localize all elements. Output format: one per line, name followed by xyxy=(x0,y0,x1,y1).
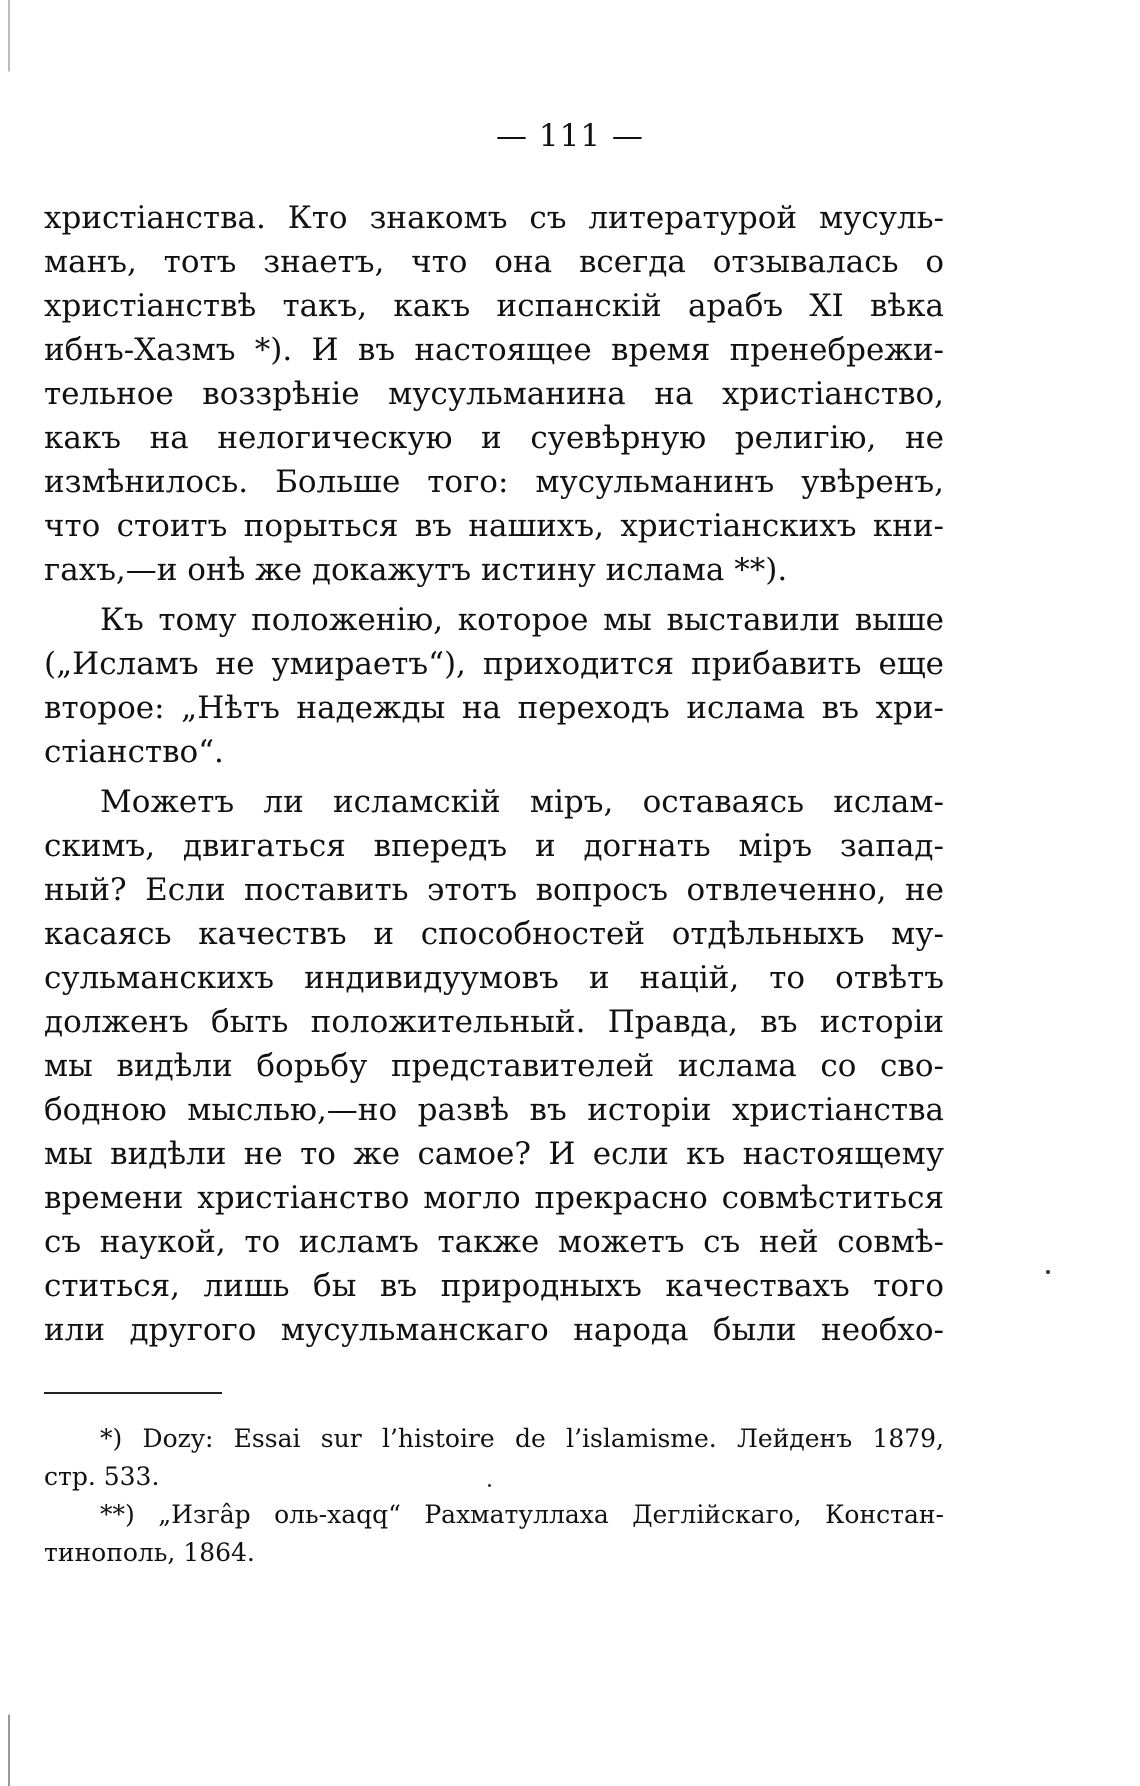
text-line: касаясь качествъ и способностей отдѣльныхъ му- xyxy=(44,916,944,952)
text-line: Можетъ ли исламскій міръ, оставаясь ислам- xyxy=(100,784,944,820)
footnote-line: *) Dozy: Essai sur l’histoire de l’islamisme. Лейденъ 1879, xyxy=(100,1424,944,1453)
text-line: долженъ быть положительный. Правда, въ исторіи xyxy=(44,1004,944,1040)
text-line: мы видѣли борьбу представителей ислама со сво- xyxy=(44,1048,944,1084)
text-line: („Исламъ не умираетъ“), приходится прибавить еще xyxy=(44,646,944,682)
scan-speck xyxy=(1046,1270,1050,1274)
text-line: ный? Если поставить этотъ вопросъ отвлеченно, не xyxy=(44,872,944,908)
footnote-line: стр. 533. xyxy=(44,1462,160,1491)
page-number: — 111 — xyxy=(496,118,644,154)
footnote-divider xyxy=(44,1392,222,1394)
text-line: христіанствѣ такъ, какъ испанскій арабъ XI вѣка xyxy=(44,288,944,324)
footnotes xyxy=(44,1420,944,1572)
body-text xyxy=(44,196,944,1352)
text-line: манъ, тотъ знаетъ, что она всегда отзывалась о xyxy=(44,244,944,280)
text-line: ибнъ-Хазмъ *). И въ настоящее время пренебрежи- xyxy=(44,332,944,368)
text-line: бодною мыслью,—но развѣ въ исторіи христіанства xyxy=(44,1092,944,1128)
page-left-edge xyxy=(8,0,10,1786)
text-line: измѣнилось. Больше того: мусульманинъ увѣренъ, xyxy=(44,464,944,500)
text-line: второе: „Нѣтъ надежды на переходъ ислама въ хри- xyxy=(44,690,944,726)
footnote-line: **) „Изгâр оль-хаqq“ Рахматуллаха Деглійскаго, Констан- xyxy=(100,1500,944,1529)
text-line: тельное воззрѣніе мусульманина на христіанство, xyxy=(44,376,944,412)
text-line: стіанство“. xyxy=(44,734,224,770)
text-line: или другого мусульманскаго народа были необхо- xyxy=(44,1312,944,1348)
text-line: сульманскихъ индивидуумовъ и націй, то отвѣтъ xyxy=(44,960,944,996)
text-line: мы видѣли не то же самое? И если къ настоящему xyxy=(44,1136,944,1172)
text-line: христіанства. Кто знакомъ съ литературой мусуль- xyxy=(44,200,944,236)
scan-speck xyxy=(488,1484,491,1487)
text-line: скимъ, двигаться впередъ и догнать міръ запад- xyxy=(44,828,944,864)
footnote-line: тинополь, 1864. xyxy=(44,1538,255,1567)
text-line: что стоитъ порыться въ нашихъ, христіанскихъ кни- xyxy=(44,508,944,544)
text-line: гахъ,—и онѣ же докажутъ истину ислама **). xyxy=(44,552,788,588)
text-line: съ наукой, то исламъ также можетъ съ ней совмѣ- xyxy=(44,1224,944,1260)
text-line: Къ тому положенію, которое мы выставили выше xyxy=(100,602,944,638)
text-line: какъ на нелогическую и суевѣрную религію, не xyxy=(44,420,944,456)
text-line: ститься, лишь бы въ природныхъ качествахъ того xyxy=(44,1268,944,1304)
text-line: времени христіанство могло прекрасно совмѣститься xyxy=(44,1180,944,1216)
